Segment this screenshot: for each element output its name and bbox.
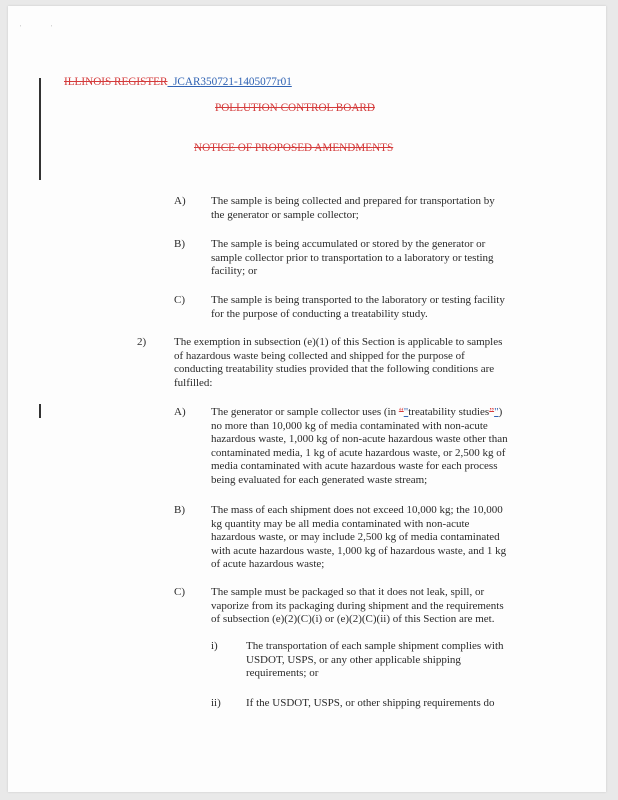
text-line: The sample must be packaged so that it does not leak, spill, or [211, 586, 485, 598]
item-2a-text [211, 406, 508, 488]
item-c-text [211, 294, 505, 321]
item-i-text [246, 640, 504, 681]
notice-heading: NOTICE OF PROPOSED AMENDMENTS [194, 142, 394, 154]
text-line: conducting treatability studies provided that the following conditions are [174, 363, 495, 376]
text-line: contaminated media, 1 kg of acute hazardous waste, or 2,500 kg of [211, 446, 506, 459]
item-label: B) [174, 504, 185, 516]
item-label: B) [174, 238, 185, 250]
inserted-quote: " [403, 406, 409, 418]
item-2-text [174, 336, 502, 390]
text-line: requirements; or [246, 667, 319, 680]
item-label: A) [174, 195, 186, 207]
register-deleted-text: ILLINOIS REGISTER [64, 76, 168, 88]
board-heading: POLLUTION CONTROL BOARD [215, 102, 375, 114]
text-line: The exemption in subsection (e)(1) of this Section is applicable to samples [174, 336, 503, 348]
text-line: fulfilled: [174, 376, 213, 389]
item-a-text [211, 195, 495, 222]
text-line: of subsection (e)(2)(C)(i) or (e)(2)(C)(ii) of this Section are met. [211, 613, 495, 626]
item-b-text [211, 238, 494, 279]
register-inserted-text [167, 76, 291, 88]
text-line: USDOT, USPS, or any other applicable shipping [246, 653, 461, 666]
text-line: no more than 10,000 kg of media contaminated with non-acute [211, 419, 488, 432]
text-fragment: The generator or sample collector uses (in [211, 406, 399, 418]
item-label: A) [174, 406, 186, 418]
text-line: hazardous waste, 1,000 kg of non-acute hazardous waste other than [211, 433, 508, 446]
item-2c-text [211, 586, 504, 627]
text-line: of acute hazardous waste; [211, 558, 325, 571]
text-line: The sample is being collected and prepared for transportation by [211, 195, 495, 207]
text-line [211, 406, 508, 420]
text-line: vaporize from its packaging during shipment and the requirements [211, 599, 504, 612]
item-label: 2) [137, 336, 147, 348]
text-line: facility; or [211, 265, 258, 278]
text-line: with acute hazardous waste, 1,000 kg of hazardous waste, and 1 kg [211, 544, 507, 557]
document-page [8, 6, 606, 792]
item-ii-text [246, 697, 495, 711]
text-fragment: treatability studies [408, 406, 490, 418]
text-line: media contaminated with acute hazardous waste for each process [211, 460, 498, 473]
register-code: JCAR350721-1405077r01 [173, 76, 292, 88]
text-line: hazardous waste, or may include 2,500 kg of media contaminated [211, 531, 500, 544]
text-line: The sample is being accumulated or stored by the generator or [211, 238, 486, 250]
register-header [64, 76, 292, 88]
text-fragment: ) [498, 406, 503, 418]
item-label: i) [211, 640, 218, 652]
text-line: of hazardous waste being collected and shipped for the purpose of [174, 349, 465, 362]
scan-specks: ' ' [20, 24, 67, 32]
text-line: If the USDOT, USPS, or other shipping requirements do [246, 697, 495, 709]
text-line: being evaluated for each generated waste stream; [211, 473, 428, 486]
text-line: sample collector prior to transportation to a laboratory or testing [211, 251, 494, 264]
item-label: C) [174, 586, 185, 598]
item-label: ii) [211, 697, 221, 709]
text-line: for the purpose of conducting a treatability study. [211, 307, 428, 320]
inserted-quote: " [494, 406, 499, 418]
deleted-quote: “ [398, 406, 404, 418]
deleted-quote: ” [489, 406, 495, 418]
text-line: The mass of each shipment does not exceed 10,000 kg; the 10,000 [211, 504, 503, 516]
text-line: the generator or sample collector; [211, 208, 359, 221]
change-bar [39, 404, 41, 418]
text-line: The transportation of each sample shipment complies with [246, 640, 504, 652]
item-2b-text [211, 504, 506, 572]
item-label: C) [174, 294, 185, 306]
text-line: kg quantity may be all media contaminated with non-acute [211, 517, 470, 530]
text-line: The sample is being transported to the laboratory or testing facility [211, 294, 505, 306]
change-bar [39, 78, 41, 180]
